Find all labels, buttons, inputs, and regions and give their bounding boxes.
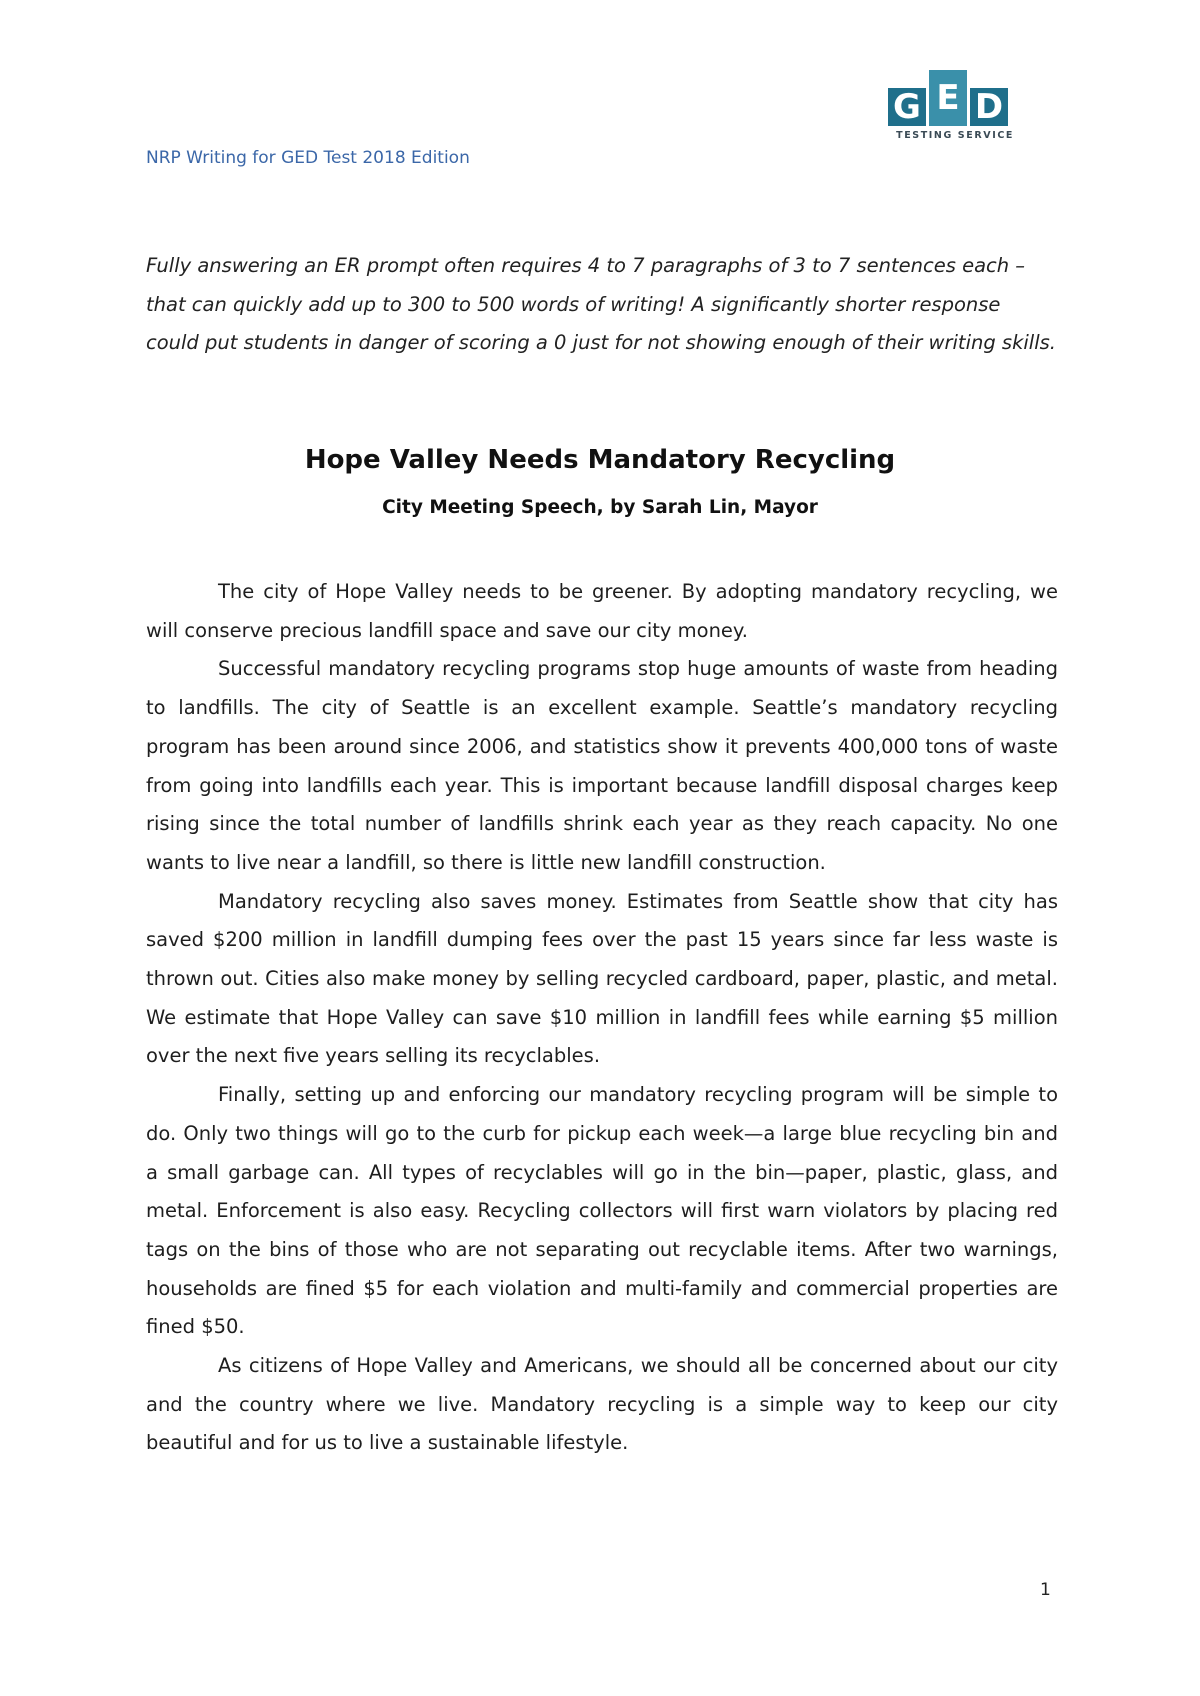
article-subtitle: City Meeting Speech, by Sarah Lin, Mayor [382, 497, 818, 518]
logo-letter-g: G [888, 88, 926, 126]
logo-tagline: TESTING SERVICE [896, 130, 1014, 141]
logo-letter-e: E [929, 70, 967, 126]
article-title: Hope Valley Needs Mandatory Recycling [304, 445, 896, 475]
article-paragraph: Successful mandatory recycling programs stop huge amounts of waste from heading to landfills. The city of Seattle is an excellent example. Seattle’s mandatory recycling program has been around since 2006, and statistics show it prevents 400,000 tons of waste from going into landfills each year. This is important because landfill disposal charges keep rising since the total number of landfills shrink each year as they reach capacity. No one wants to live near a landfill, so there is little new landfill construction. [146, 657, 1058, 874]
ged-logo [888, 70, 1018, 150]
logo-letter-d: D [970, 88, 1008, 126]
article-body [146, 573, 1058, 1463]
page-number: 1 [1040, 1580, 1051, 1600]
article-paragraph: As citizens of Hope Valley and Americans, we should all be concerned about our city and the country where we live. Mandatory recycling is a simple way to keep our city beautiful and for us to live a sustainable lifestyle. [146, 1354, 1058, 1455]
header-title: NRP Writing for GED Test 2018 Edition [146, 148, 470, 168]
article-paragraph: The city of Hope Valley needs to be greener. By adopting mandatory recycling, we will conserve precious landfill space and save our city money. [146, 580, 1058, 642]
article-paragraph: Mandatory recycling also saves money. Estimates from Seattle show that city has saved $200 million in landfill dumping fees over the past 15 years since far less waste is thrown out. Cities also make money by selling recycled cardboard, paper, plastic, and metal. We estimate that Hope Valley can save $10 million in landfill fees while earning $5 million over the next five years selling its recyclables. [146, 889, 1058, 1068]
article-paragraph: Finally, setting up and enforcing our mandatory recycling program will be simple to do. Only two things will go to the curb for pickup each week—a large blue recycling bin and a small garbage can. All types of recyclables will go in the bin—paper, plastic, glass, and metal. Enforcement is also easy. Recycling collectors will first warn violators by placing red tags on the bins of those who are not separating out recyclable items. After two warnings, households are fined $5 for each violation and multi-family and commercial properties are fined $50. [146, 1083, 1058, 1339]
logo-tiles [888, 70, 1018, 126]
intro-note: Fully answering an ER prompt often requires 4 to 7 paragraphs of 3 to 7 sentences each – that can quickly add up to 300 to 500 words of writing! A significantly shorter response could put students in danger of scoring a 0 just for not showing enough of their writing skills. [146, 254, 1056, 354]
